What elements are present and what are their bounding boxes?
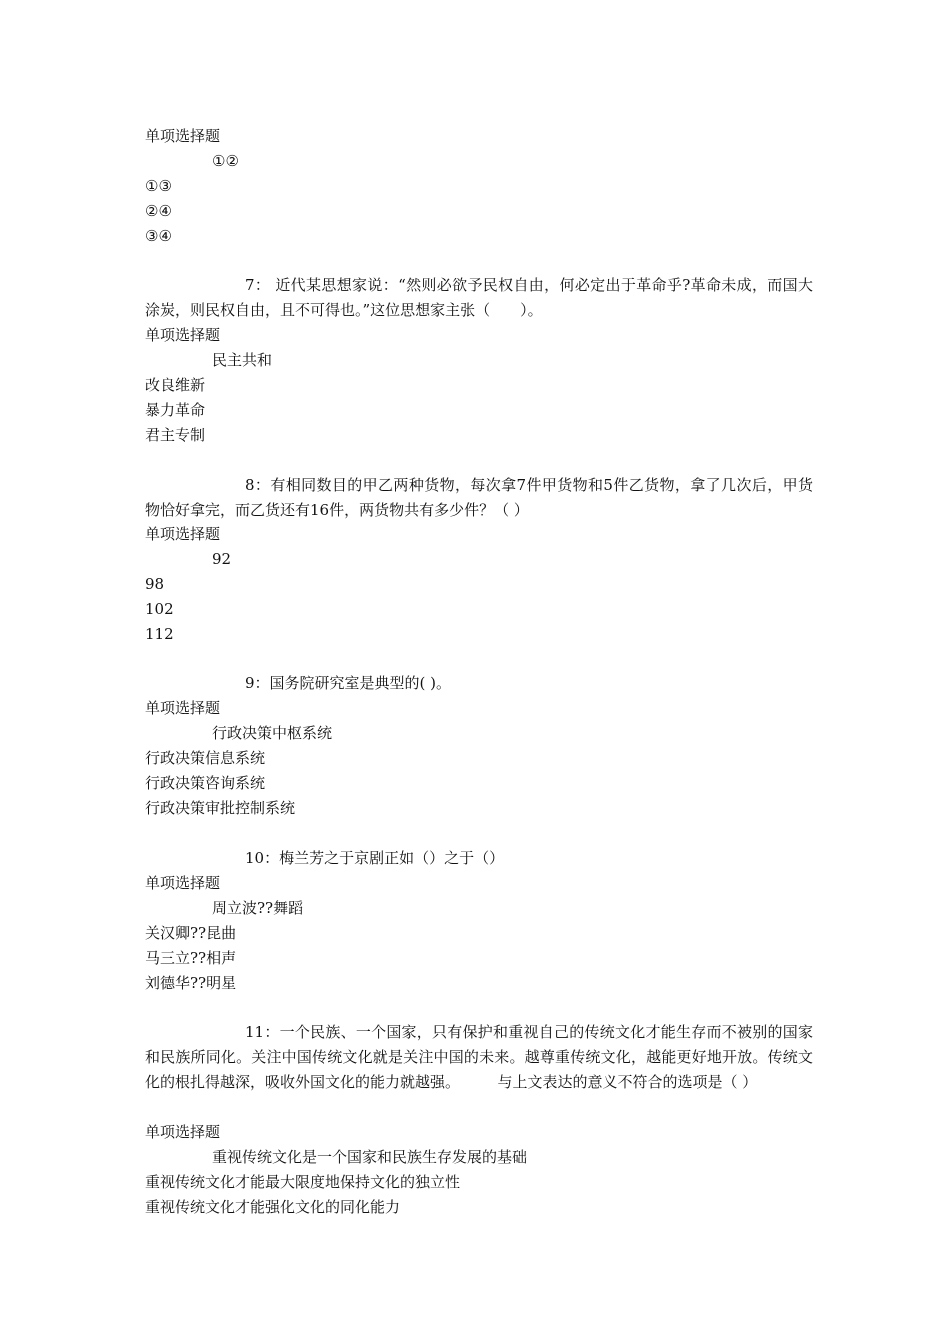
question-11-type: 单项选择题 <box>145 1123 221 1141</box>
question-8-option-d[interactable]: 112 <box>145 625 174 643</box>
option-c[interactable]: ②④ <box>145 202 172 220</box>
question-8-stem: 8：有相同数目的甲乙两种货物，每次拿7件甲货物和5件乙货物，拿了几次后，甲货物恰好拿完，而乙货还有16件，两货物共有多少件？（ ） <box>145 476 813 519</box>
option-a[interactable]: ①② <box>212 152 239 170</box>
question-10-option-c[interactable]: 马三立??相声 <box>145 949 237 967</box>
question-10-option-a[interactable]: 周立波??舞蹈 <box>212 899 304 917</box>
question-10-stem: 10：梅兰芳之于京剧正如（）之于（） <box>245 849 505 867</box>
question-10-option-b[interactable]: 关汉卿??昆曲 <box>145 924 237 942</box>
question-11-stem: 11：一个民族、一个国家，只有保护和重视自己的传统文化才能生存而不被别的国家和民族所同化。关注中国传统文化就是关注中国的未来。越尊重传统文化，越能更好地开放。传统文化的根扎得越深，吸收外国文化的能力就越强。 与上文表达的意义不符合的选项是（ ） <box>145 1023 813 1091</box>
question-9-type: 单项选择题 <box>145 699 221 717</box>
question-9-stem: 9：国务院研究室是典型的( )。 <box>245 674 452 692</box>
question-11-option-c[interactable]: 重视传统文化才能强化文化的同化能力 <box>145 1198 401 1216</box>
question-9-option-b[interactable]: 行政决策信息系统 <box>145 749 266 767</box>
question-7-option-b[interactable]: 改良维新 <box>145 376 206 394</box>
question-8-option-a[interactable]: 92 <box>212 550 232 568</box>
question-7-option-a[interactable]: 民主共和 <box>212 351 273 369</box>
question-11-option-b[interactable]: 重视传统文化才能最大限度地保持文化的独立性 <box>145 1173 461 1191</box>
question-10-type: 单项选择题 <box>145 874 221 892</box>
question-8-option-b[interactable]: 98 <box>145 575 165 593</box>
question-7-stem: 7： 近代某思想家说：“然则必欲予民权自由，何必定出于革命乎?革命未成，而国大涂炭，则民权自由，且不可得也。”这位思想家主张（ ）。 <box>145 276 813 319</box>
option-d[interactable]: ③④ <box>145 227 172 245</box>
option-b[interactable]: ①③ <box>145 177 172 195</box>
question-7-option-c[interactable]: 暴力革命 <box>145 401 206 419</box>
question-9-option-d[interactable]: 行政决策审批控制系统 <box>145 799 296 817</box>
question-9-option-c[interactable]: 行政决策咨询系统 <box>145 774 266 792</box>
question-8-option-c[interactable]: 102 <box>145 600 174 618</box>
question-11-option-a[interactable]: 重视传统文化是一个国家和民族生存发展的基础 <box>212 1148 528 1166</box>
question-7-option-d[interactable]: 君主专制 <box>145 426 206 444</box>
question-9-option-a[interactable]: 行政决策中枢系统 <box>212 724 333 742</box>
question-8-type: 单项选择题 <box>145 525 221 543</box>
question-10-option-d[interactable]: 刘德华??明星 <box>145 974 237 992</box>
question-type-label: 单项选择题 <box>145 127 221 145</box>
question-7-type: 单项选择题 <box>145 326 221 344</box>
